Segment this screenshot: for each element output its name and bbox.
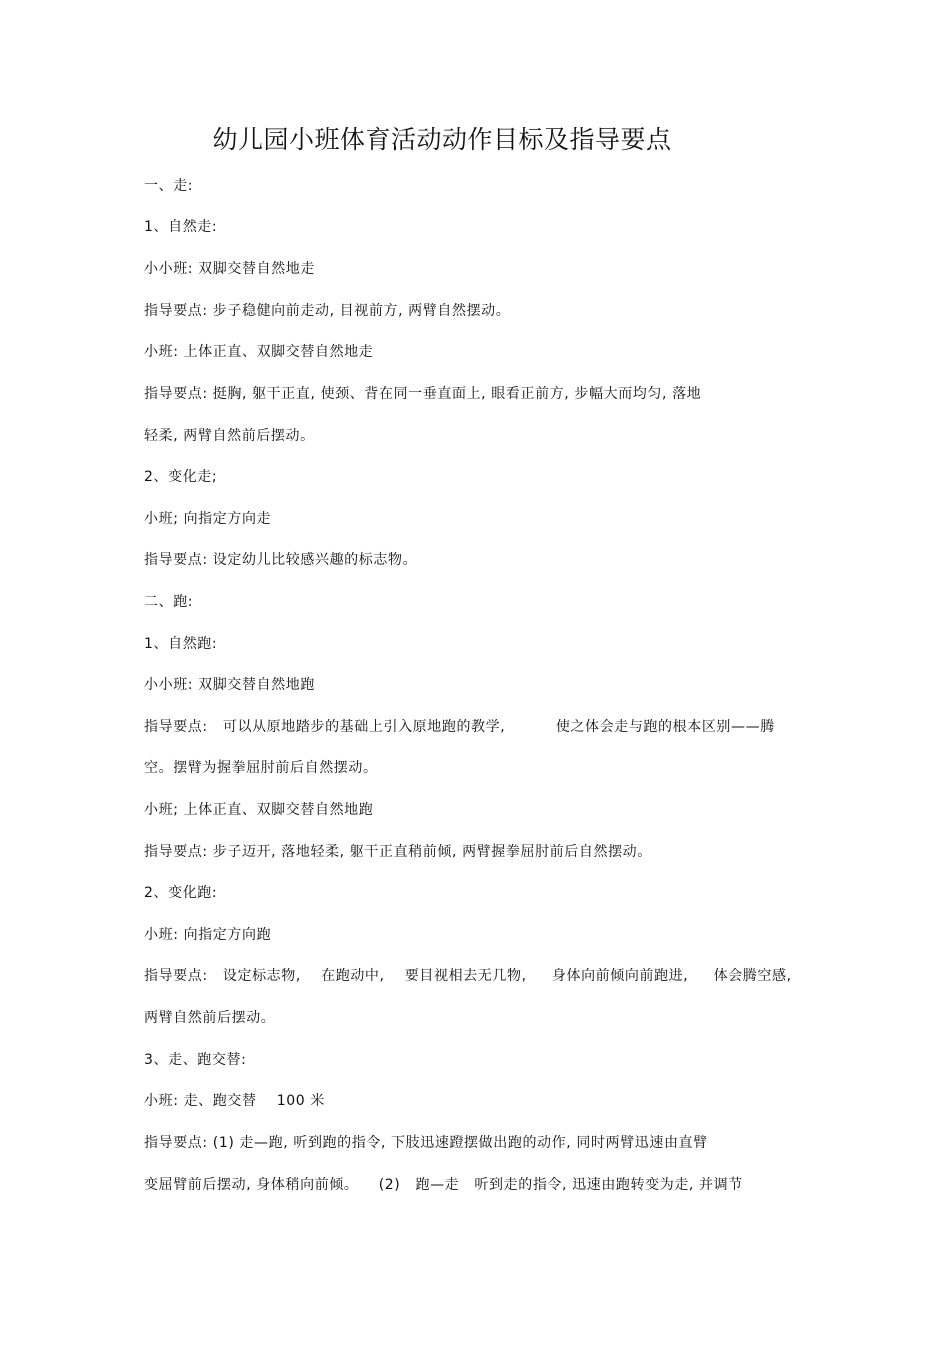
document-title: 幼儿园小班体育活动动作目标及指导要点 [212,125,672,154]
paragraph-line: 小小班: 双脚交替自然地走 [144,261,315,277]
paragraph-line: 轻柔, 两臂自然前后摆动。 [144,428,315,444]
subsection-varied-walk: 2、变化走; [144,469,218,485]
paragraph-line: 小班: 上体正直、双脚交替自然地走 [144,344,374,360]
paragraph-line: 小班; 上体正直、双脚交替自然地跑 [144,802,374,818]
paragraph-line: 指导要点: 挺胸, 躯干正直, 使颈、背在同一垂直面上, 眼看正前方, 步幅大而均匀, 落地 [144,386,702,402]
paragraph-line: 变屈臂前后摆动, 身体稍向前倾。 (2) 跑—走 听到走的指令, 迅速由跑转变为走, 并调节 [144,1177,743,1193]
paragraph-line: 两臂自然前后摆动。 [144,1010,276,1026]
subsection-natural-walk: 1、自然走: [144,219,218,235]
paragraph-line: 小小班: 双脚交替自然地跑 [144,677,315,693]
paragraph-line: 小班: 向指定方向跑 [144,927,272,943]
paragraph-line: 小班; 向指定方向走 [144,511,272,527]
paragraph-line: 指导要点: 设定标志物, 在跑动中, 要目视相去无几物, 身体向前倾向前跑进, 体会腾空感, [144,968,792,984]
section-heading-run: 二、跑: [144,594,194,610]
section-heading-walk: 一、走: [144,178,194,194]
paragraph-line: 指导要点: 步子迈开, 落地轻柔, 躯干正直稍前倾, 两臂握拳屈肘前后自然摆动。 [144,844,652,860]
paragraph-line: 指导要点: 设定幼儿比较感兴趣的标志物。 [144,552,418,568]
subsection-varied-run: 2、变化跑: [144,885,218,901]
paragraph-line: 小班: 走、跑交替 100 米 [144,1093,325,1109]
paragraph-line: 空。摆臂为握拳屈肘前后自然摆动。 [144,760,378,776]
paragraph-line: 指导要点: (1) 走—跑, 听到跑的指令, 下肢迅速蹬摆做出跑的动作, 同时两臂迅速由直臂 [144,1135,708,1151]
paragraph-line: 指导要点: 可以从原地踏步的基础上引入原地跑的教学, 使之体会走与跑的根本区别——腾 [144,719,775,735]
paragraph-line: 指导要点: 步子稳健向前走动, 目视前方, 两臂自然摆动。 [144,303,511,319]
subsection-natural-run: 1、自然跑: [144,636,218,652]
subsection-walk-run-alternate: 3、走、跑交替: [144,1052,247,1068]
